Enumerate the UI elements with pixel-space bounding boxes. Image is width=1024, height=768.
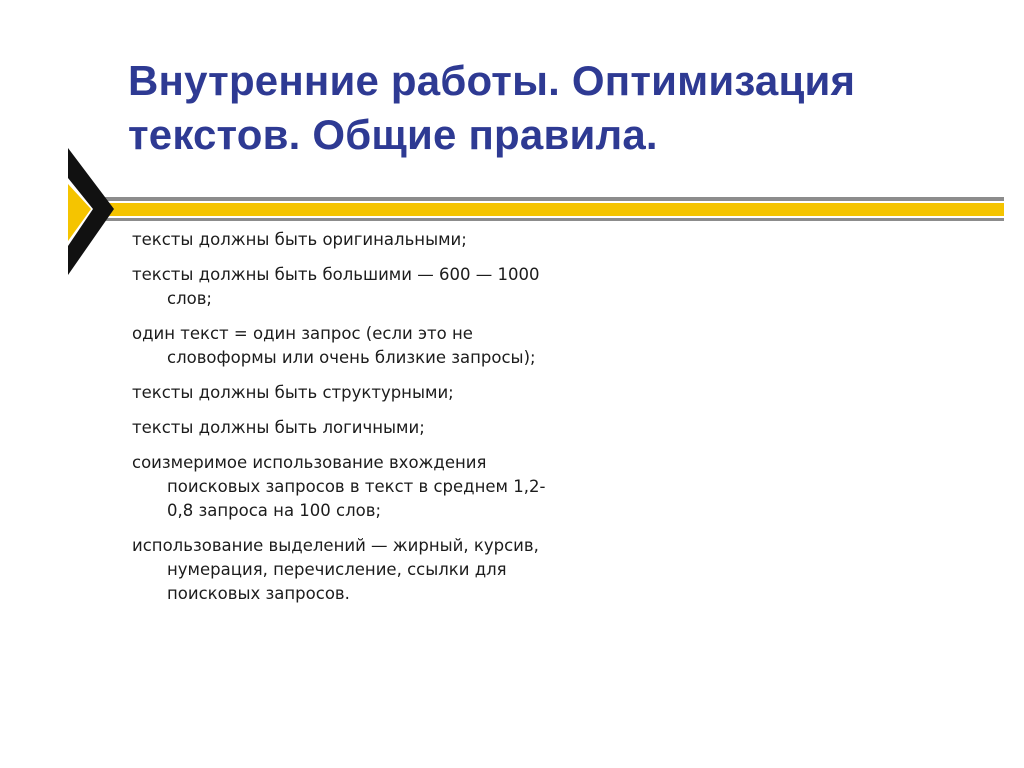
yellow-stripe <box>100 203 1004 216</box>
chevron-yellow-fill <box>68 184 91 241</box>
slide-title-line-2: текстов. Общие правила. <box>128 111 658 159</box>
list-item: соизмеримое использование вхождения поисковых запросов в текст в среднем 1,2-0,8 запроса на 100 слов; <box>132 453 546 520</box>
list-item: использование выделений — жирный, курсив, нумерация, перечисление, ссылки для поисковых запросов. <box>132 536 539 603</box>
list-item: тексты должны быть логичными; <box>132 418 425 437</box>
bottom-gray-stripe <box>100 218 1004 221</box>
list-item: тексты должны быть большими — 600 — 1000 слов; <box>132 265 540 308</box>
bullet-list <box>132 228 552 617</box>
list-item: один текст = один запрос (если это не словоформы или очень близкие запросы); <box>132 324 536 367</box>
list-item: тексты должны быть оригинальными; <box>132 230 467 249</box>
top-gray-stripe <box>100 197 1004 201</box>
slide-title-line-1: Внутренние работы. Оптимизация <box>128 57 856 105</box>
chevron-arrow-icon <box>68 148 114 275</box>
slide-title <box>128 54 948 162</box>
list-item: тексты должны быть структурными; <box>132 383 454 402</box>
